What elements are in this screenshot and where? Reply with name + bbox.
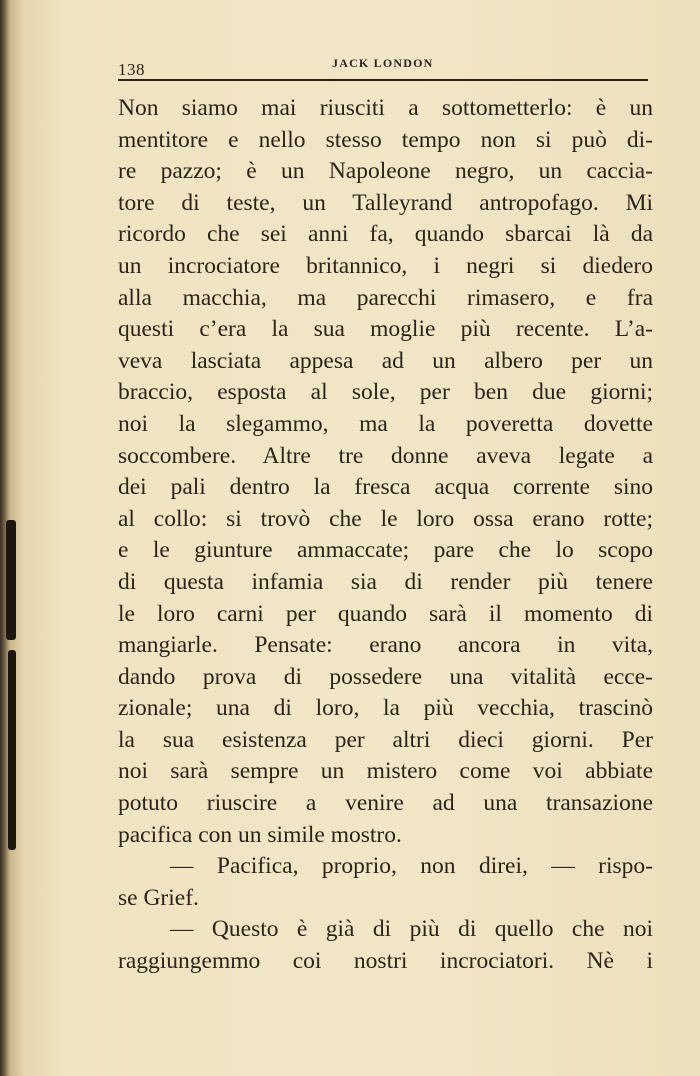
text-line: braccio, esposta al sole, per ben due giorni;	[118, 379, 653, 406]
header-rule	[118, 79, 648, 81]
text-line: mentitore e nello stesso tempo non si può di-	[118, 126, 653, 153]
text-line: e le giunture ammaccate; pare che lo scopo	[118, 537, 653, 564]
text-line: potuto riuscire a venire ad una transazione	[118, 790, 653, 817]
text-line: la sua esistenza per altri dieci giorni. Per	[118, 726, 653, 753]
body-text	[118, 93, 653, 978]
text-line: questi c’era la sua moglie più recente. L’a-	[118, 316, 653, 343]
text-line: raggiungemmo coi nostri incrociatori. Nè i	[118, 948, 653, 975]
text-line: dando prova di possedere una vitalità ecce-	[118, 663, 653, 690]
text-line: mangiarle. Pensate: erano ancora in vita,	[118, 632, 653, 659]
text-line: dei pali dentro la fresca acqua corrente sino	[118, 474, 653, 501]
text-line: veva lasciata appesa ad un albero per un	[118, 347, 653, 374]
text-line: — Pacifica, proprio, non direi, — rispo-	[170, 853, 653, 880]
text-line: tore di teste, un Talleyrand antropofago. Mi	[118, 189, 653, 216]
text-line: se Grief.	[118, 884, 199, 911]
text-line: al collo: si trovò che le loro ossa erano rotte;	[118, 505, 653, 532]
text-line: le loro carni per quando sarà il momento di	[118, 600, 653, 627]
text-line: noi sarà sempre un mistero come voi abbiate	[118, 758, 653, 785]
text-line: zionale; una di loro, la più vecchia, trascinò	[118, 695, 653, 722]
text-line: soccombere. Altre tre donne aveva legate a	[118, 442, 653, 469]
text-line: di questa infamia sia di render più tenere	[118, 568, 653, 595]
running-title: JACK LONDON	[332, 56, 434, 70]
text-line: — Questo è già di più di quello che noi	[170, 916, 653, 943]
running-head	[118, 56, 648, 80]
page-edge-damage	[8, 650, 16, 850]
text-line: ricordo che sei anni fa, quando sbarcai là da	[118, 221, 653, 248]
text-line: alla macchia, ma parecchi rimasero, e fra	[118, 284, 653, 311]
page-edge-damage	[6, 520, 16, 640]
text-line: re pazzo; è un Napoleone negro, un caccia-	[118, 158, 653, 185]
text-line: noi la slegammo, ma la poveretta dovette	[118, 410, 653, 437]
text-line: un incrociatore britannico, i negri si diedero	[118, 252, 653, 279]
text-line: pacifica con un simile mostro.	[118, 821, 402, 848]
page-number: 138	[118, 60, 145, 79]
text-line: Non siamo mai riusciti a sottometterlo: è un	[118, 95, 653, 121]
